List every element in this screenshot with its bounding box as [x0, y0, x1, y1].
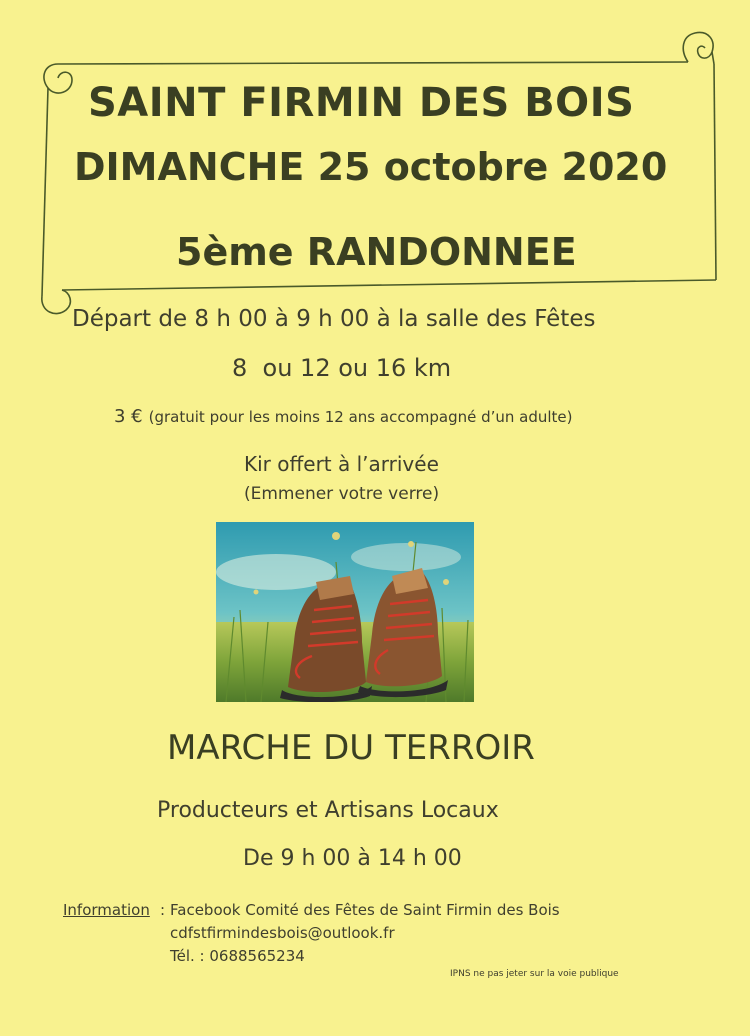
title-event: 5ème RANDONNEE: [176, 230, 577, 274]
price-info: [114, 406, 573, 427]
title-village: SAINT FIRMIN DES BOIS: [88, 80, 635, 126]
info-colon: :: [160, 901, 166, 919]
verre-note: (Emmener votre verre): [244, 484, 440, 504]
distance-options: 8 ou 12 ou 16 km: [232, 354, 452, 382]
price-value: 3 €: [114, 406, 143, 427]
info-label: Information: [63, 901, 150, 919]
hiking-boots-photo: [216, 522, 474, 702]
ipns-notice: IPNS ne pas jeter sur la voie publique: [450, 969, 619, 979]
price-note: (gratuit pour les moins 12 ans accompagné d’un adulte): [148, 408, 573, 426]
terroir-hours: De 9 h 00 à 14 h 00: [243, 846, 462, 871]
depart-info: Départ de 8 h 00 à 9 h 00 à la salle des Fêtes: [72, 306, 596, 332]
title-date: DIMANCHE 25 octobre 2020: [74, 145, 668, 189]
info-email: cdfstfirmindesbois@outlook.fr: [170, 924, 395, 942]
info-facebook: Facebook Comité des Fêtes de Saint Firmin des Bois: [170, 901, 560, 919]
terroir-subtitle: Producteurs et Artisans Locaux: [157, 798, 499, 823]
kir-info: Kir offert à l’arrivée: [244, 452, 439, 476]
info-phone: Tél. : 0688565234: [170, 947, 305, 965]
terroir-title: MARCHE DU TERROIR: [167, 728, 535, 768]
